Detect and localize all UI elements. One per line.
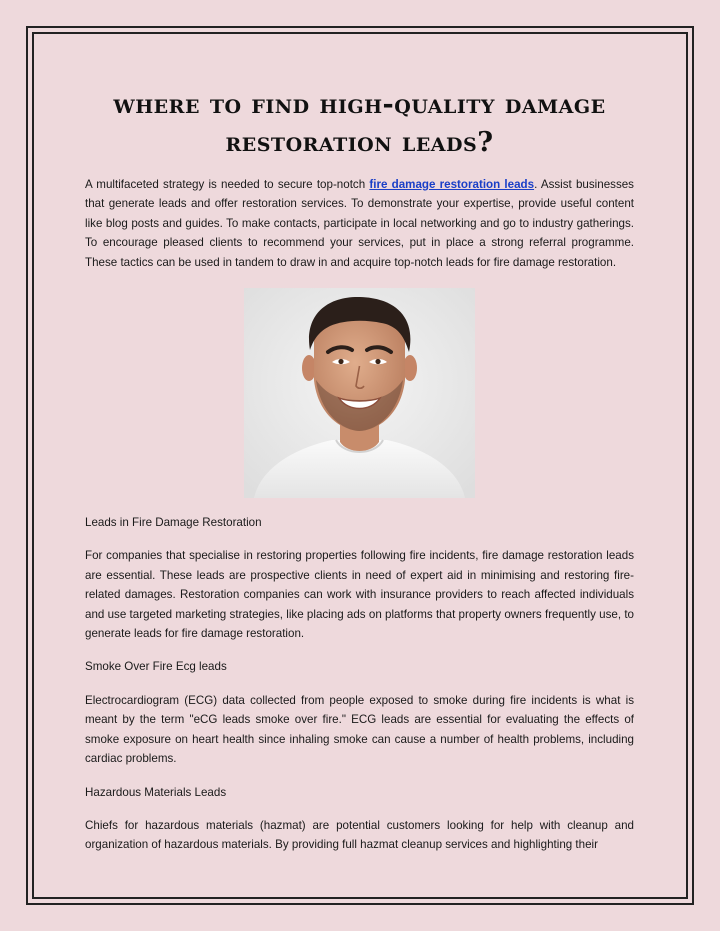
man-portrait-photo [244,288,475,498]
intro-text-before: A multifaceted strategy is needed to secure top-notch [85,178,370,191]
section-2 [85,657,634,768]
section-body: Chiefs for hazardous materials (hazmat) are potential customers looking for help with cleanup and organization of hazardous materials. By providing full hazmat cleanup services and highlighting their [85,818,634,852]
title-line-1: where to find high-quality damage [113,89,606,120]
intro-text-after: . Assist businesses that generate leads and offer restoration services. To demonstrate your expertise, provide useful content like blog posts and guides. To make contacts, participate in local networking and go to industry gatherings. To encourage pleased clients to recommend your services, put in place a strong referral programme. These tactics can be used in tandem to draw in and acquire top-notch leads for fire damage restoration. [85,178,634,269]
document-content [85,86,634,855]
section-1 [85,513,634,643]
section-body: Electrocardiogram (ECG) data collected from people exposed to smoke during fire incidents is what is meant by the term "eCG leads smoke over fire." ECG leads are essential for evaluating the effects of smoke exposure on heart health since inhaling smoke can cause a number of health problems, including cardiac problems. [85,693,634,766]
section-heading: Hazardous Materials Leads [85,785,227,799]
section-body: For companies that specialise in restoring properties following fire incidents, fire damage restoration leads are essential. These leads are prospective clients in need of expert aid in minimising and restoring fire-related damages. Restoration companies can work with insurance providers to reach affected individuals and use targeted marketing strategies, like placing ads on platforms that property owners frequently use, to generate leads for fire damage restoration. [85,549,634,641]
portrait-illustration [244,288,475,498]
section-heading: Smoke Over Fire Ecg leads [85,660,227,674]
section-3 [85,783,634,855]
fire-damage-leads-link[interactable]: fire damage restoration leads [369,178,535,191]
section-heading: Leads in Fire Damage Restoration [85,516,262,530]
title-line-2: restoration leads? [225,127,494,158]
intro-paragraph [85,175,634,272]
document-title [85,86,634,162]
